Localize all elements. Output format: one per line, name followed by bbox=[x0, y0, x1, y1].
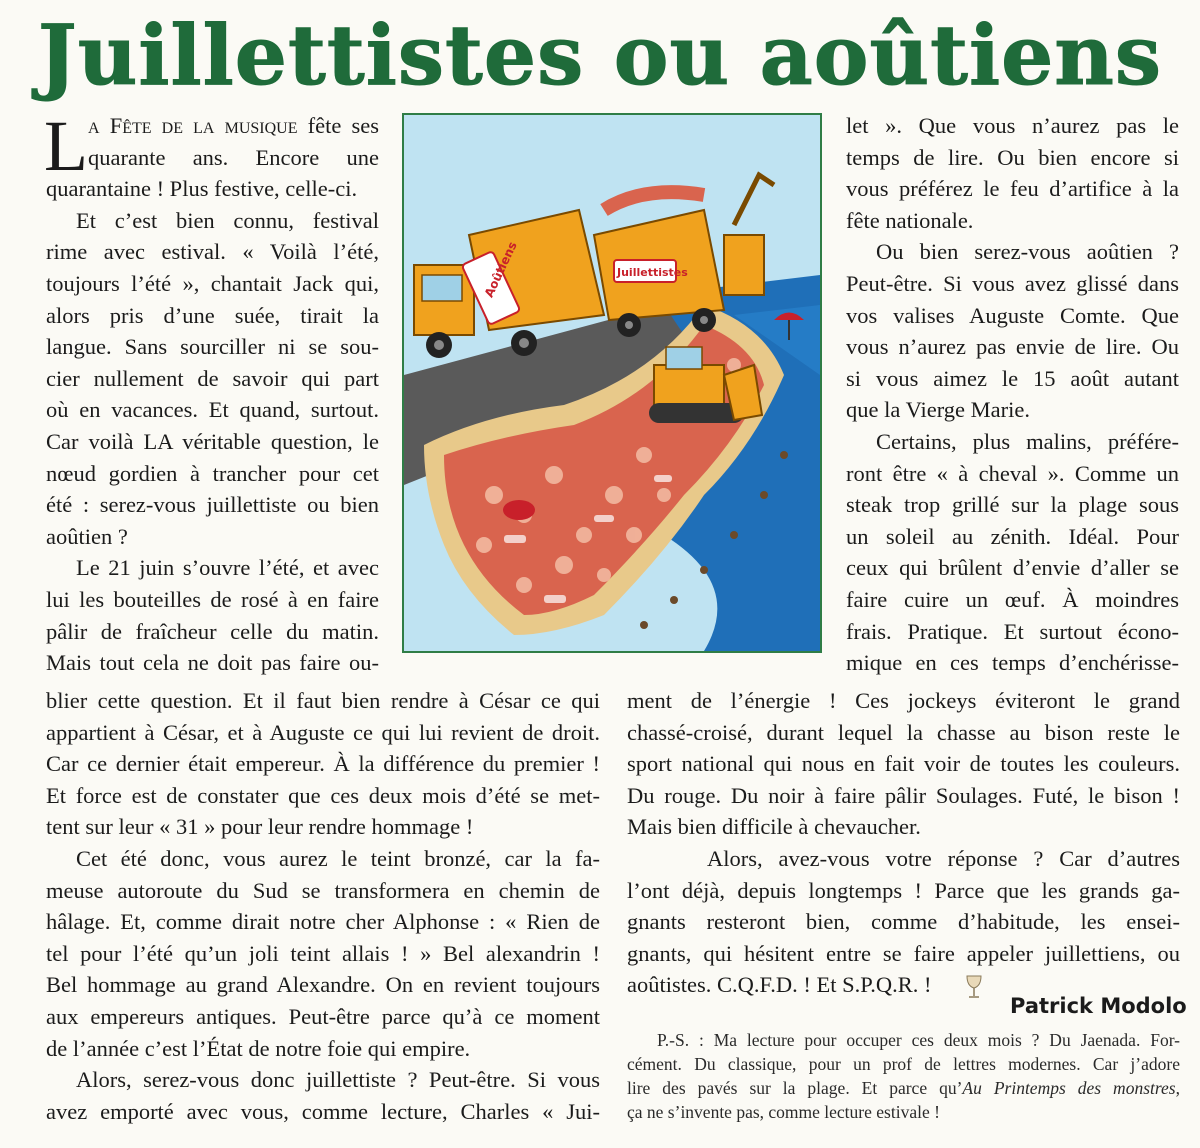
text-line: gnants resteront bien, comme d’habitude, les ensei- bbox=[627, 909, 1180, 935]
text-line: Mais bien difficile à chevaucher. bbox=[627, 814, 921, 840]
text-line: Cet été donc, vous aurez le teint bronzé, car la fa- bbox=[76, 845, 600, 871]
postscript-line: P.-S. : Ma lecture pour occuper ces deux mois ? Du Jaenada. For- bbox=[657, 1030, 1180, 1050]
left-column bbox=[44, 106, 379, 679]
text-line: Et force est de constater que ces deux mois d’été se met- bbox=[46, 782, 600, 808]
text-line: un soleil au zénith. Idéal. Pour bbox=[846, 523, 1179, 549]
text-line: alors pris d’une suée, tirait la bbox=[46, 302, 379, 328]
text-line: meuse autoroute du Sud se transformera en chemin de bbox=[46, 877, 600, 903]
text-line: chassé-croisé, durant lequel la chasse au bison reste le bbox=[627, 719, 1180, 745]
text-line: temps de lire. Ou bien encore si bbox=[846, 144, 1179, 170]
truck-label-left: Aoûtiens bbox=[481, 239, 520, 300]
text-line: sport national qui nous en fait voir de toutes les couleurs. bbox=[627, 751, 1180, 777]
text-line: ceux qui brûlent d’envie d’aller se bbox=[846, 555, 1179, 581]
postscript-line: lire des pavés sur la plage. Et parce qu’Au Printemps des monstres, bbox=[627, 1078, 1180, 1098]
text-line: Car ce dernier était empereur. À la différence du premier ! bbox=[46, 751, 600, 777]
text-line: où en vacances. Et quand, surtout. bbox=[46, 397, 379, 423]
text-line: Peut-être. Si vous avez glissé dans bbox=[846, 270, 1179, 296]
text-line: Ou bien serez-vous aoûtien ? bbox=[876, 239, 1179, 265]
drop-cap: L bbox=[44, 106, 88, 186]
text-line: let ». Que vous n’aurez pas le bbox=[846, 113, 1179, 138]
text-line: aux empereurs antiques. Peut-être parce qu’à ce moment bbox=[46, 1003, 600, 1029]
text-line: hâlage. Et, comme dirait notre cher Alphonse : « Rien de bbox=[46, 909, 600, 935]
text-line: été : serez-vous juillettiste ou bien bbox=[46, 492, 379, 518]
text-line: Et c’est bien connu, festival bbox=[76, 207, 379, 233]
text-line: Mais tout cela ne doit pas faire ou- bbox=[46, 650, 379, 676]
text-line: Car voilà LA véritable question, le bbox=[46, 428, 379, 454]
text-line: tent sur leur « 31 » pour leur rendre hommage ! bbox=[46, 814, 474, 840]
text-line: vous préférez le feu d’artifice à la bbox=[846, 176, 1179, 202]
text-line: quarante ans. Encore une bbox=[88, 144, 379, 170]
postscript-line: ça ne s’invente pas, comme lecture estivale ! bbox=[627, 1102, 940, 1122]
cartoon-illustration bbox=[402, 113, 822, 653]
right-column bbox=[846, 110, 1179, 679]
truck-label-right: Juillettistes bbox=[617, 266, 688, 279]
text-line: l’ont déjà, depuis longtemps ! Parce que les grands ga- bbox=[627, 877, 1180, 903]
text-line: fête nationale. bbox=[846, 207, 974, 233]
text-line: vous n’aurez pas envie de lire. Ou bbox=[846, 334, 1179, 360]
text-line: Le 21 juin s’ouvre l’été, et avec bbox=[76, 555, 379, 581]
postscript-line: cément. Du classique, pour un prof de lettres modernes. Car j’adore bbox=[627, 1054, 1180, 1074]
text-line: que la Vierge Marie. bbox=[846, 397, 1030, 423]
text-line: steak trop grillé sur la plage sous bbox=[846, 492, 1179, 518]
text-line: rime avec estival. « Voilà l’été, bbox=[46, 239, 379, 265]
text-line: quarantaine ! Plus festive, celle-ci. bbox=[46, 176, 358, 202]
text-line: ront être « à cheval ». Comme un bbox=[846, 460, 1179, 486]
text-line: Alors, serez-vous donc juillettiste ? Peut-être. Si vous bbox=[76, 1067, 600, 1093]
text-line: vos valises Auguste Comte. Que bbox=[846, 302, 1179, 328]
text-line: pâlir de fraîcheur celle du matin. bbox=[46, 618, 379, 644]
wine-glass-icon bbox=[963, 974, 985, 1000]
text-line: de l’année c’est l’État de notre foie qui empire. bbox=[46, 1035, 471, 1061]
left-bottom-column bbox=[46, 685, 600, 1127]
text-line: cier nullement de savoir qui part bbox=[46, 365, 379, 391]
text-line: langue. Sans sourciller ni se sou- bbox=[46, 334, 379, 360]
text-line: tel pour l’été qu’un joli teint allais ! » Bel alexandrin ! bbox=[46, 940, 600, 966]
text-line: avez emporté avec vous, comme lecture, Charles « Jui- bbox=[46, 1098, 600, 1124]
text-line: Certains, plus malins, préfére- bbox=[876, 428, 1179, 454]
text-line: si vous aimez le 15 août autant bbox=[846, 365, 1179, 391]
text-line: nœud gordien à trancher pour cet bbox=[46, 460, 379, 486]
text-line: lui les bouteilles de rosé à en faire bbox=[46, 586, 379, 612]
text-line: faire cuire un œuf. À moindres bbox=[846, 586, 1179, 612]
text-line: aoûtien ? bbox=[46, 523, 128, 549]
beach-cartoon bbox=[404, 115, 820, 651]
text-line: aoûtistes. C.Q.F.D. ! Et S.P.Q.R. ! bbox=[627, 972, 932, 998]
text-line: frais. Pratique. Et surtout écono- bbox=[846, 618, 1179, 644]
text-line: Alors, avez-vous votre réponse ? Car d’autres bbox=[707, 845, 1180, 871]
text-line: gnants, qui hésitent entre se faire appeler juillettiens, ou bbox=[627, 940, 1180, 966]
right-bottom-column bbox=[627, 685, 1180, 1001]
text-line: Bel hommage au grand Alexandre. On en revient toujours bbox=[46, 972, 600, 998]
text-line: a Fête de la musique fête ses bbox=[88, 113, 379, 138]
postscript bbox=[627, 1028, 1180, 1124]
text-line: appartient à César, et à Auguste ce qui lui revient de droit. bbox=[46, 719, 600, 745]
text-line: toujours l’été », chantait Jack qui, bbox=[46, 270, 379, 296]
text-line: Du rouge. Du noir à faire pâlir Soulages. Futé, le bison ! bbox=[627, 782, 1180, 808]
article-title: Juillettistes ou aoûtiens bbox=[37, 8, 1163, 104]
author-signature: Patrick Modolo bbox=[1010, 994, 1187, 1018]
text-line: blier cette question. Et il faut bien rendre à César ce qui bbox=[46, 688, 600, 713]
text-line: mique en ces temps d’enchérisse- bbox=[846, 650, 1179, 676]
text-line: ment de l’énergie ! Ces jockeys éviteront le grand bbox=[627, 688, 1180, 713]
